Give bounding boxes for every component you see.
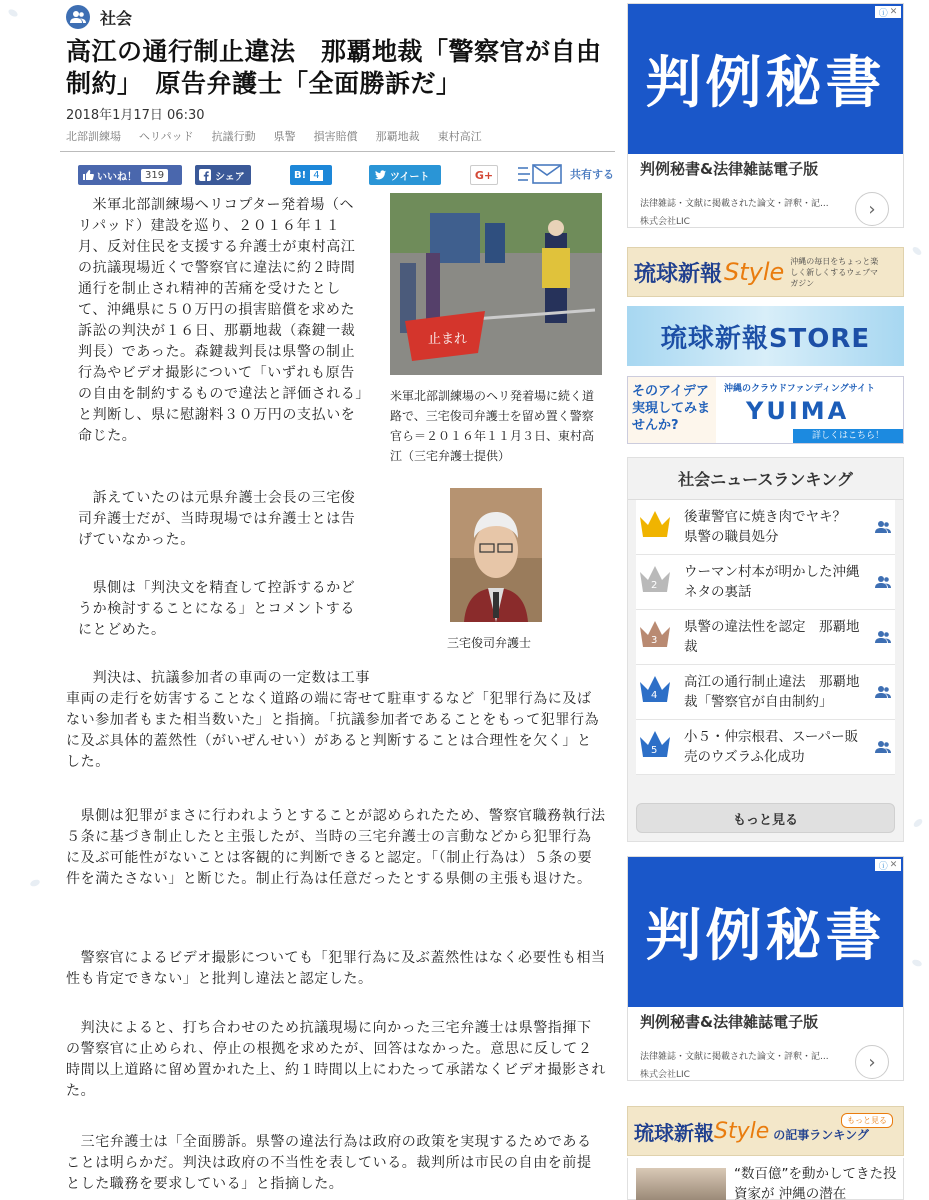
style-ranking-header[interactable] xyxy=(627,1106,904,1156)
yuima-sub: 沖縄のクラウドファンディングサイト xyxy=(724,384,876,394)
banner-suffix: の記事ランキング xyxy=(773,1127,869,1142)
ad-headline: 判例秘書 xyxy=(645,51,886,116)
adchoices-icon[interactable]: ⓘ ✕ xyxy=(875,859,901,871)
banner-brand: 琉球新報 xyxy=(634,1120,714,1145)
article-paragraph: 県側は「判決文を精査して控訴するかどうか検討することになる」とコメントするにとどめた。 xyxy=(78,580,356,638)
rank-number: 4 xyxy=(651,690,658,701)
chevron-right-icon[interactable]: › xyxy=(855,192,889,226)
thumbs-up-icon xyxy=(82,169,94,181)
facebook-like-button[interactable] xyxy=(78,165,182,185)
hanrei-ad[interactable] xyxy=(627,856,904,1081)
more-button[interactable]: もっと見る xyxy=(636,803,895,833)
decorative-petal xyxy=(911,245,923,256)
ranking-item-text[interactable]: ウーマン村本が明かした沖縄ネタの裏話 xyxy=(684,564,860,600)
article-paragraph: 訴えていたのは元県弁護士会長の三宅俊司弁護士だが、当時現場では弁護士とは告げていなかった。 xyxy=(78,490,356,548)
crown-icon xyxy=(638,619,676,655)
sidebar xyxy=(627,0,904,1200)
article-thumbnail[interactable] xyxy=(636,1168,726,1200)
share-label: 共有する xyxy=(570,168,614,181)
crown-icon xyxy=(638,509,676,545)
article-paragraph: 米軍北部訓練場ヘリコプター発着場（ヘリパッド）建設を巡り、２０１６年１１月、反対住民を支援する弁護士が東村高江の抗議現場近くで警察官に違法に約２時間通行を制止され精神的苦痛を受けたとして、沖縄県に５０万円の損害賠償を求めた訴訟の判決が１６日、那覇地裁（森鍵一裁判長）であった。森鍵裁判長は県警の制止行為やビデオ撮影について「いずれも原告の自由を制約するもので違法と評価される」と判断し、県に慰謝料３０万円の支払いを命じた。 xyxy=(78,197,363,444)
tag-link[interactable]: 北部訓練場 xyxy=(66,130,121,143)
ranking-item[interactable] xyxy=(636,720,895,775)
article-paragraph: 警察官によるビデオ撮影についても「犯罪行為に及ぶ蓋然性はなく必要性も相当性も肯定できない」と批判し違法と認定した。 xyxy=(66,950,606,987)
article-title: 高江の通行制止違法 那覇地裁「警察官が自由制約」 原告弁護士「全面勝訴だ」 xyxy=(66,37,602,98)
twitter-bird-icon xyxy=(375,170,386,180)
tweet-label: ツイート xyxy=(390,171,430,183)
rank-number: 5 xyxy=(651,745,658,756)
category-header xyxy=(66,4,132,30)
like-count: 319 xyxy=(141,169,168,182)
ranking-item-text[interactable]: 小５・仲宗根君、スーパー販売のウズラふ化成功 xyxy=(684,729,859,765)
article-paragraph: 県側は犯罪がまさに行われようとすることが認められたため、警察官職務執行法５条に基づき制止したと主張したが、当時の三宅弁護士の言動などから犯罪行為に及ぶ可能性がないことは客観的に判断できると認定。「（制止行為は）５条の要件を満たさない」と断じた。制止行為は任意だったとする県側の主張も退けた。 xyxy=(66,808,606,887)
ranking-item[interactable] xyxy=(636,610,895,665)
more-link[interactable]: もっと見る xyxy=(841,1113,893,1128)
mail-share-button[interactable] xyxy=(518,163,614,185)
people-icon xyxy=(875,520,891,534)
people-icon xyxy=(875,740,891,754)
people-icon xyxy=(66,5,90,29)
ranking-item-text[interactable]: 高江の通行制止違法 那覇地裁「警察官が自由制約」 xyxy=(684,674,860,710)
style-ranking-item[interactable] xyxy=(627,1158,904,1200)
yuima-banner[interactable] xyxy=(627,376,904,444)
news-ranking xyxy=(627,457,904,842)
banner-brand: 琉球新報 xyxy=(634,261,723,287)
ryukyu-style-banner[interactable] xyxy=(627,247,904,297)
mail-icon xyxy=(518,163,564,185)
photo-caption: 米軍北部訓練場のヘリ発着場に続く道路で、三宅俊司弁護士を留め置く警察官ら＝２０１６年１１月３日、東村高江（三宅弁護士提供） xyxy=(390,389,595,463)
rank-number: 2 xyxy=(651,580,658,591)
people-icon xyxy=(875,575,891,589)
article-photo xyxy=(390,193,602,375)
tag-link[interactable]: 那覇地裁 xyxy=(375,130,420,143)
article-paragraph: 判決によると、打ち合わせのため抗議現場に向かった三宅弁護士は県警指揮下の警察官に止められ、停止の根拠を求めたが、回答はなかった。意思に反して２時間以上道路に留め置かれた上、約１時間以上にわたって承諾なくビデオ撮影された。 xyxy=(66,1020,606,1099)
rank-number: 3 xyxy=(651,635,658,646)
people-icon xyxy=(875,685,891,699)
hatena-bookmark-button[interactable] xyxy=(290,165,332,185)
tag-link[interactable]: 損害賠償 xyxy=(313,130,358,143)
ranking-item-text[interactable]: 県警の違法性を認定 那覇地裁 xyxy=(684,619,860,655)
crown-icon xyxy=(638,674,676,710)
hatena-icon: B! xyxy=(294,169,307,181)
banner-style: Style xyxy=(714,1118,770,1144)
article-date: 2018年1月17日 06:30 xyxy=(66,108,205,123)
ad-description: 法律雑誌・文献に掲載された論文・評釈・記... xyxy=(640,199,829,209)
ad-description: 法律雑誌・文献に掲載された論文・評釈・記... xyxy=(640,1052,829,1062)
decorative-petal xyxy=(911,958,922,967)
article-paragraph: 三宅弁護士は「全面勝訴。県警の違法行為は政府の政策を実現するためであることは明らかだ。判決は政府の不当性を表している。裁判所は市民の自由を前提とした職務を要求している」と指摘した。 xyxy=(66,1134,592,1192)
article-paragraph: 判決は、抗議参加者の車両の一定数は工事 xyxy=(78,670,370,686)
share-label: シェア xyxy=(215,171,245,183)
facebook-icon xyxy=(199,169,211,181)
tag-link[interactable]: ヘリパッド xyxy=(139,130,194,143)
tag-list xyxy=(66,128,482,144)
hanrei-ad[interactable] xyxy=(627,3,904,228)
portrait-caption: 三宅俊司弁護士 xyxy=(447,636,532,650)
banner-style: Style xyxy=(724,258,785,286)
crown-icon xyxy=(638,564,676,600)
yuima-logo: YUIMA xyxy=(746,397,850,425)
ranking-item[interactable] xyxy=(636,500,895,555)
ad-title[interactable]: 判例秘書&法律雑誌電子版 xyxy=(640,1013,819,1031)
tag-link[interactable]: 東村高江 xyxy=(437,130,482,143)
banner-tagline: 沖縄の毎日をちょっと楽しく新しくするウェブマガジン xyxy=(790,256,879,288)
like-label: いいね！ xyxy=(97,171,137,183)
ranking-item-text[interactable]: 後輩警官に焼き肉でヤキ？ 県警の職員処分 xyxy=(684,509,860,545)
google-plus-button[interactable]: G+ xyxy=(470,165,498,185)
yuima-more-link[interactable]: 詳しくはこちら！ xyxy=(793,429,903,443)
ranking-title: 社会ニュースランキング xyxy=(628,458,903,500)
ad-company: 株式会社LIC xyxy=(640,217,690,227)
yuima-left-text: そのアイデア実現してみませんか? xyxy=(628,377,716,443)
decorative-petal xyxy=(29,878,40,887)
ad-banner[interactable] xyxy=(628,4,903,154)
ad-company: 株式会社LIC xyxy=(640,1070,690,1080)
hatena-count: 4 xyxy=(310,170,322,181)
stop-sign-text: 止まれ xyxy=(428,332,468,347)
decorative-petal xyxy=(912,817,924,828)
decorative-petal xyxy=(7,8,19,18)
ad-banner[interactable] xyxy=(628,857,903,1007)
crown-icon xyxy=(638,729,676,765)
people-icon xyxy=(875,630,891,644)
facebook-share-button[interactable] xyxy=(195,165,251,185)
ad-headline: 判例秘書 xyxy=(645,904,886,969)
banner-store-text: 琉球新報STORE xyxy=(660,323,871,354)
ryukyu-store-banner[interactable] xyxy=(627,306,904,366)
divider xyxy=(60,151,615,152)
ad-title[interactable]: 判例秘書&法律雑誌電子版 xyxy=(640,160,819,178)
tweet-button[interactable] xyxy=(369,165,441,185)
ranking-item[interactable] xyxy=(636,555,895,610)
style-ranking-text[interactable]: “数百億”を動かしてきた投資家が 沖縄の潜在 xyxy=(734,1166,897,1200)
tag-link[interactable]: 県警 xyxy=(273,130,296,143)
article-main xyxy=(60,0,615,1200)
category-label[interactable]: 社会 xyxy=(100,8,133,28)
chevron-right-icon[interactable]: › xyxy=(855,1045,889,1079)
adchoices-icon[interactable]: ⓘ ✕ xyxy=(875,6,901,18)
portrait-photo xyxy=(450,488,542,622)
article-paragraph: 車両の走行を妨害することなく道路の端に寄せて駐車するなど「犯罪行為に及ばない参加者もまた相当数いた」と指摘。「抗議参加者であることをもって犯罪行為に及ぶ具体的蓋然性（がいぜんせい）があると判断することは合理性を欠く」とした。 xyxy=(66,691,600,770)
tag-link[interactable]: 抗議行動 xyxy=(211,130,256,143)
ranking-item[interactable] xyxy=(636,665,895,720)
